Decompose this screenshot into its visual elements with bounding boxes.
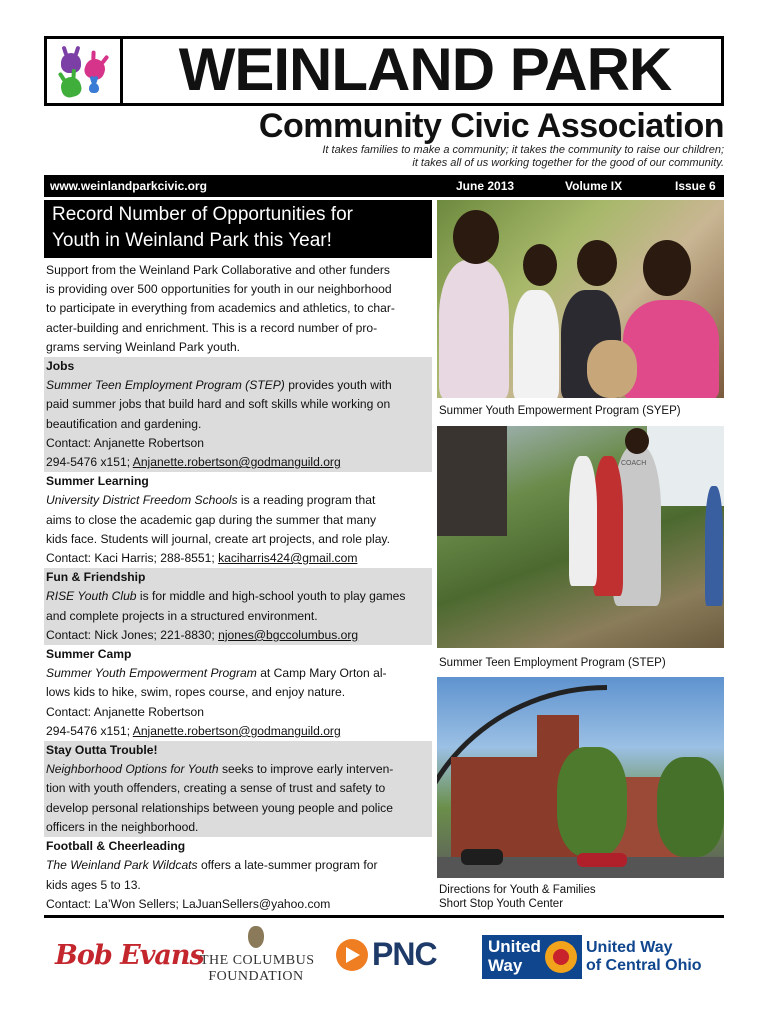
pnc-wordmark: PNC xyxy=(372,936,437,972)
columbus-foundation-logo xyxy=(200,926,315,985)
issue-date: June 2013 xyxy=(456,179,515,193)
section-text: officers in the neighborhood. xyxy=(46,819,199,834)
section-text: lows kids to hike, swim, ropes course, and enjoy nature. xyxy=(46,685,346,700)
footer-divider xyxy=(44,915,724,918)
blue-hand-icon xyxy=(89,83,99,93)
contact-phone: 294-5476 x151; xyxy=(46,723,133,738)
contact-name: Contact: Anjanette Robertson xyxy=(46,435,204,450)
united-way-name-line-1: United Way xyxy=(586,939,673,956)
caption-line-2: Short Stop Youth Center xyxy=(439,898,564,910)
email-link[interactable]: kaciharris424@gmail.com xyxy=(218,551,358,566)
contact-info: Contact: Kaci Harris; 288-8551; xyxy=(46,551,219,566)
section-text: and complete projects in a structured environment. xyxy=(46,608,318,623)
photo-caption: Summer Teen Employment Program (STEP) xyxy=(439,657,666,669)
united-way-badge xyxy=(482,935,582,979)
photo-syep-children xyxy=(437,200,724,398)
tagline-line-1: It takes families to make a community; it takes the community to raise our children; xyxy=(322,144,724,156)
section-text: beautification and gardening. xyxy=(46,416,202,431)
coach-shirt-text: COACH xyxy=(621,460,647,467)
section-summer-learning xyxy=(44,472,432,568)
intro-line: to participate in everything from academics and athletics, to char- xyxy=(46,301,395,316)
contact-info: Contact: Nick Jones; 221-8830; xyxy=(46,627,219,642)
helping-hand-icon xyxy=(545,941,577,973)
intro-line: is providing over 500 opportunities for youth in our neighborhood xyxy=(46,282,392,297)
section-text: kids ages 5 to 13. xyxy=(46,877,141,892)
program-name: RISE Youth Club xyxy=(46,589,137,604)
acorn-icon xyxy=(248,926,264,948)
tagline xyxy=(204,144,724,170)
section-summer-camp xyxy=(44,645,432,741)
section-heading: Fun & Friendship xyxy=(46,570,146,585)
headline-line-2: Youth in Weinland Park this Year! xyxy=(52,230,332,251)
contact-name: Contact: Anjanette Robertson xyxy=(46,704,204,719)
pnc-mark-icon xyxy=(336,939,368,971)
section-stay-outta-trouble xyxy=(44,741,432,837)
bob-evans-logo: Bob Evans xyxy=(55,940,204,971)
section-heading: Stay Outta Trouble! xyxy=(46,743,158,758)
issue-number: Issue 6 xyxy=(675,179,716,193)
intro-paragraph xyxy=(44,261,432,357)
section-text: seeks to improve early interven- xyxy=(218,762,394,777)
newsletter-title: WEINLAND PARK xyxy=(178,36,672,103)
section-text: at Camp Mary Orton al- xyxy=(256,666,387,681)
section-jobs xyxy=(44,357,432,472)
section-fun-friendship xyxy=(44,568,432,645)
masthead xyxy=(44,36,724,106)
section-text: develop personal relationships between young people and police xyxy=(46,800,393,815)
caption-line-1: Directions for Youth & Families xyxy=(439,884,596,896)
united-way-name-line-2: of Central Ohio xyxy=(586,957,702,974)
united-way-name xyxy=(586,939,702,975)
newsletter-subtitle: Community Civic Association xyxy=(258,107,724,145)
program-name: Neighborhood Options for Youth xyxy=(46,762,219,777)
section-text: offers a late-summer program for xyxy=(197,858,378,873)
section-text: tion with youth offenders, creating a sense of trust and safety to xyxy=(46,781,386,796)
green-hand-icon xyxy=(59,75,83,99)
section-heading: Jobs xyxy=(46,359,75,374)
columbus-foundation-line-2: FOUNDATION xyxy=(208,969,304,984)
section-text: aims to close the academic gap during the summer that many xyxy=(46,512,377,527)
intro-line: grams serving Weinland Park youth. xyxy=(46,339,241,354)
photo-step-gardening xyxy=(437,426,724,648)
hands-logo xyxy=(47,39,123,103)
info-bar xyxy=(44,175,724,197)
united-way-badge-line-2: Way xyxy=(488,956,523,975)
contact-phone: 294-5476 x151; xyxy=(46,455,133,470)
intro-line: acter-building and enrichment. This is a record number of pro- xyxy=(46,320,378,335)
website-link[interactable]: www.weinlandparkcivic.org xyxy=(50,179,207,193)
section-heading: Summer Camp xyxy=(46,647,132,662)
program-name: The Weinland Park Wildcats xyxy=(46,858,198,873)
article-headline xyxy=(44,200,432,258)
tagline-line-2: it takes all of us working together for the good of our community. xyxy=(412,157,724,169)
email-link[interactable]: njones@bgccolumbus.org xyxy=(218,627,359,642)
united-way-logo xyxy=(482,935,702,979)
program-name: Summer Teen Employment Program (STEP) xyxy=(46,378,285,393)
section-text: paid summer jobs that build hard and soft skills while working on xyxy=(46,397,391,412)
volume-number: Volume IX xyxy=(565,179,623,193)
section-text: is a reading program that xyxy=(237,493,376,508)
section-text: kids face. Students will journal, create art projects, and role play. xyxy=(46,531,390,546)
section-text: is for middle and high-school youth to play games xyxy=(136,589,406,604)
headline-line-1: Record Number of Opportunities for xyxy=(52,204,353,225)
photo-youth-center xyxy=(437,677,724,878)
section-football-cheerleading xyxy=(44,837,432,914)
columbus-foundation-line-1: THE COLUMBUS xyxy=(200,953,315,968)
section-heading: Summer Learning xyxy=(46,474,149,489)
pnc-logo xyxy=(336,936,437,973)
photo-caption: Summer Youth Empowerment Program (SYEP) xyxy=(439,405,681,417)
section-heading: Football & Cheerleading xyxy=(46,839,186,854)
contact-info: Contact: La’Won Sellers; LaJuanSellers@yahoo.com xyxy=(46,896,331,911)
intro-line: Support from the Weinland Park Collaborative and other funders xyxy=(46,263,390,277)
article-body xyxy=(44,261,432,914)
email-link[interactable]: Anjanette.robertson@godmanguild.org xyxy=(132,723,341,738)
section-text: provides youth with xyxy=(284,378,392,393)
photo-caption xyxy=(439,883,596,911)
united-way-badge-line-1: United xyxy=(488,937,541,956)
program-name: University District Freedom Schools xyxy=(46,493,238,508)
email-link[interactable]: Anjanette.robertson@godmanguild.org xyxy=(132,455,341,470)
program-name: Summer Youth Empowerment Program xyxy=(46,666,257,681)
